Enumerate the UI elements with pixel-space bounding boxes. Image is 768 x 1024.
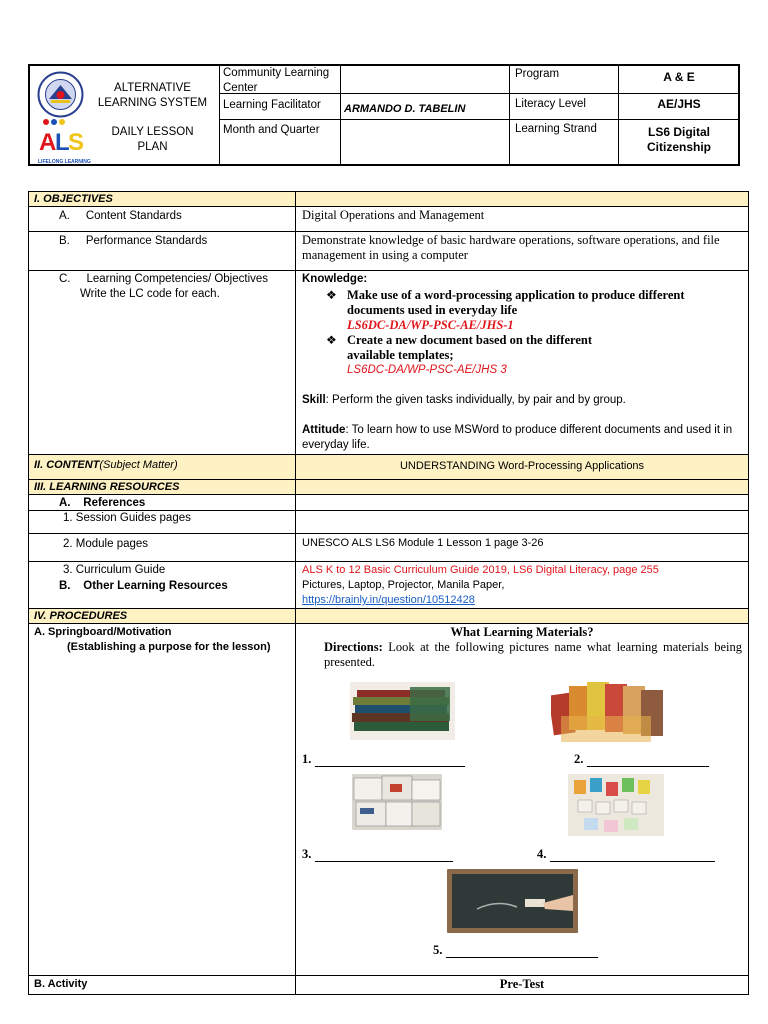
module-pages-label: 2. Module pages — [63, 538, 149, 550]
performance-standards-label: B. Performance Standards — [59, 235, 208, 247]
directions — [296, 640, 748, 670]
performance-standards-value: Demonstrate knowledge of basic hardware operations, software operations, and file management in using a computer — [302, 233, 720, 262]
directions-label: Directions: — [324, 640, 383, 654]
divider — [509, 66, 510, 164]
session-guides-row — [29, 511, 748, 534]
skill-label: Skill — [302, 394, 326, 406]
attitude-line — [302, 423, 742, 453]
answer-item-1-number: 1. — [302, 752, 312, 766]
content-section-sub: (Subject Matter) — [99, 459, 178, 471]
program-label: Program — [515, 68, 560, 80]
springboard-label: A. Springboard/Motivation — [34, 626, 172, 638]
competencies-label-line2: Write the LC code for each. — [80, 288, 220, 300]
module-pages-value: UNESCO ALS LS6 Module 1 Lesson 1 page 3-26 — [302, 537, 544, 549]
facilitator-label: Learning Facilitator — [223, 99, 321, 111]
strand-label: Learning Strand — [515, 123, 597, 135]
knowledge-item-2-text: Create a new document based on the different available templates; — [347, 333, 593, 362]
content-standards-label: A. Content Standards — [59, 210, 182, 222]
answer-item-2 — [574, 752, 709, 767]
answer-item-3-number: 3. — [302, 847, 312, 861]
lc-code-1: LS6DC-DA/WP-PSC-AE/JHS-1 — [347, 318, 514, 332]
answer-blank-2[interactable] — [587, 755, 709, 767]
lesson-table — [28, 191, 749, 995]
activity-title: What Learning Materials? — [450, 625, 594, 639]
activity-label: B. Activity — [34, 978, 88, 990]
plan-title — [90, 125, 215, 155]
procedures-section-title: IV. PROCEDURES — [34, 610, 128, 622]
springboard-row — [29, 624, 748, 976]
divider — [340, 66, 341, 164]
answer-item-5 — [433, 943, 598, 958]
activity-row — [29, 976, 748, 994]
curriculum-guide-label: 3. Curriculum Guide — [63, 564, 166, 576]
community-label: Community Learning Center — [223, 67, 330, 94]
answer-item-3 — [302, 847, 453, 862]
plan-line-2: PLAN — [137, 141, 168, 153]
svg-text:L: L — [55, 129, 70, 154]
knowledge-item-2 — [302, 333, 742, 378]
attitude-text: : To learn how to use MSWord to produce different documents and used it in everyday life. — [302, 424, 733, 451]
facilitator-value: ARMANDO D. TABELIN — [344, 103, 466, 115]
content-row — [29, 455, 748, 480]
deped-seal-logo — [37, 71, 84, 118]
answer-item-1 — [302, 752, 465, 767]
books-picture — [350, 682, 455, 740]
objectives-header-row — [29, 192, 748, 207]
directions-text: Look at the following pictures name what learning materials being presented. — [324, 640, 742, 669]
divider — [219, 119, 738, 120]
competencies-label-line1: C. Learning Competencies/ Objectives — [59, 273, 269, 285]
answer-blank-4[interactable] — [550, 850, 715, 862]
lc-code-2: LS6DC-DA/WP-PSC-AE/JHS 3 — [347, 364, 507, 376]
other-resources-label: B. Other Learning Resources — [59, 580, 228, 592]
content-value: UNDERSTANDING Word-Processing Applications — [399, 460, 645, 472]
flash-cards-picture — [568, 774, 664, 836]
diamond-bullet-icon: ❖ — [326, 333, 337, 347]
answer-item-4 — [537, 847, 715, 862]
other-resources-value: Pictures, Laptop, Projector, Manila Paper, — [302, 579, 505, 591]
content-standards-value: Digital Operations and Management — [302, 208, 485, 222]
content-standards-row — [29, 207, 748, 232]
als-logo — [38, 118, 91, 165]
competencies-row — [29, 271, 748, 455]
skill-line — [302, 393, 742, 408]
session-guides-label: 1. Session Guides pages — [63, 512, 191, 524]
answer-item-2-number: 2. — [574, 752, 584, 766]
svg-text:S: S — [68, 129, 85, 154]
answer-item-4-number: 4. — [537, 847, 547, 861]
procedures-header-row — [29, 609, 748, 624]
literacy-label: Literacy Level — [515, 98, 586, 110]
svg-text:A: A — [39, 129, 57, 154]
answer-item-5-number: 5. — [433, 943, 443, 957]
answer-blank-3[interactable] — [315, 850, 453, 862]
references-row — [29, 495, 748, 511]
content-section-label: II. CONTENT — [34, 459, 100, 471]
plan-line-1: DAILY LESSON — [111, 126, 194, 138]
resources-header-row — [29, 480, 748, 495]
curriculum-row — [29, 562, 748, 609]
strand-value: LS6 Digital Citizenship — [646, 125, 711, 154]
knowledge-item-1-text: Make use of a word-processing application to produce different documents used in everyday life — [347, 288, 685, 317]
content-section-title — [29, 455, 295, 471]
resources-section-title: III. LEARNING RESOURCES — [34, 481, 180, 493]
chalkboard-picture — [447, 869, 578, 933]
header-table — [28, 64, 740, 166]
objectives-section-title: I. OBJECTIVES — [34, 193, 113, 205]
activity-value: Pre-Test — [499, 977, 545, 991]
competencies-label — [29, 271, 295, 302]
springboard-sub: (Establishing a purpose for the lesson) — [67, 641, 271, 653]
comics-picture — [551, 680, 671, 748]
knowledge-label: Knowledge: — [302, 273, 368, 285]
module-pages-row — [29, 534, 748, 562]
skill-text: : Perform the given tasks individually, by pair and by group. — [325, 394, 626, 406]
divider — [618, 66, 619, 164]
org-line-2: LEARNING SYSTEM — [97, 97, 208, 109]
brainly-link[interactable]: https://brainly.in/question/10512428 — [302, 594, 475, 606]
references-label: A. References — [59, 497, 146, 509]
newspapers-picture — [352, 774, 442, 830]
curriculum-guide-value: ALS K to 12 Basic Curriculum Guide 2019, LS6 Digital Literacy, page 255 — [302, 564, 659, 576]
divider — [219, 66, 220, 164]
diamond-bullet-icon: ❖ — [326, 288, 337, 302]
month-label: Month and Quarter — [223, 124, 320, 136]
attitude-label: Attitude — [302, 424, 346, 436]
literacy-value: AE/JHS — [657, 97, 701, 111]
org-line-1: ALTERNATIVE — [114, 82, 191, 94]
program-value: A & E — [663, 70, 695, 84]
performance-standards-row — [29, 232, 748, 271]
org-title — [90, 81, 215, 111]
knowledge-item-1 — [302, 288, 742, 333]
als-logo-subtext: LIFELONG LEARNING — [38, 159, 91, 165]
answer-blank-5[interactable] — [446, 946, 598, 958]
answer-blank-1[interactable] — [315, 755, 465, 767]
